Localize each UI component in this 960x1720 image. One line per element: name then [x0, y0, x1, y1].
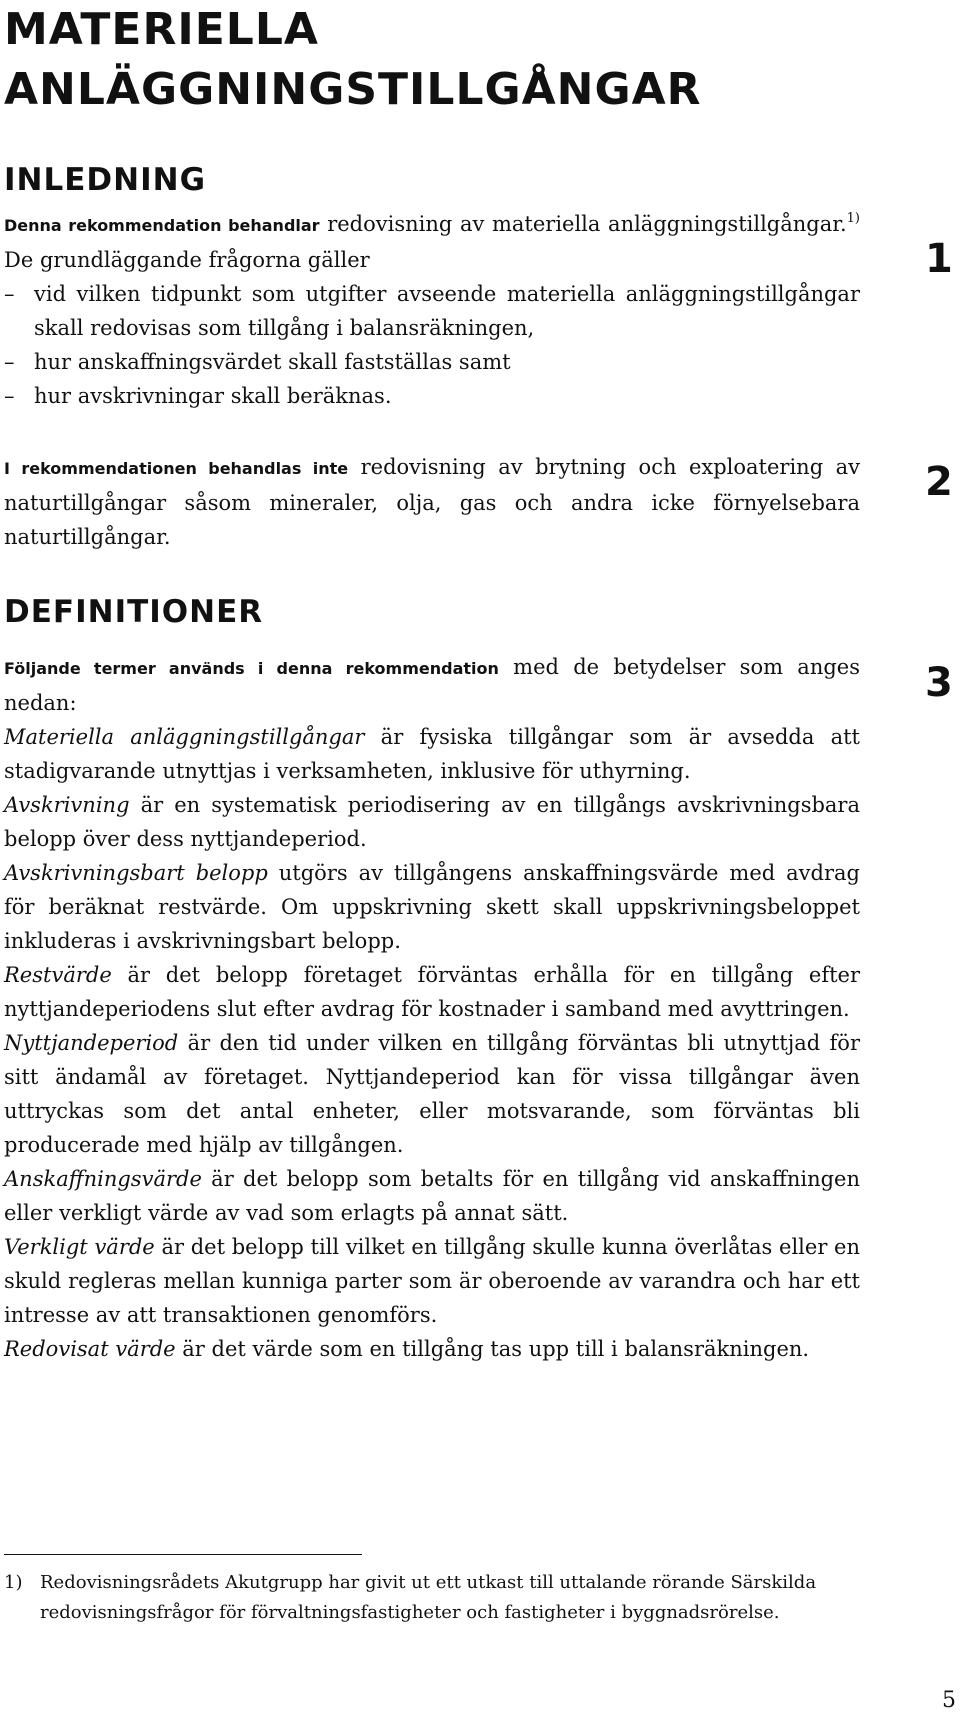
paragraph-3: [4, 650, 860, 720]
definition-text: är den tid under vilken en tillgång förväntas bli utnyttjad för sitt ändamål av företaget. Nyttjandeperiod kan för vissa tillgångar även uttryckas som det antal enheter, eller motsvarande, som förväntas bli producerade med hjälp av tillgången.: [4, 1031, 860, 1157]
definition-text: är det belopp företaget förväntas erhålla för en tillgång efter nyttjandeperiodens slut efter avdrag för kostnader i samband med avyttringen.: [4, 963, 860, 1021]
list-item: [4, 379, 860, 413]
paragraph-3-lead: Följande termer används i denna rekommendation: [4, 659, 499, 678]
dash-bullet: –: [4, 282, 15, 306]
title-line-2: ANLÄGGNINGSTILLGÅNGAR: [4, 64, 702, 115]
footnote-mark: 1): [4, 1572, 23, 1593]
title-line-1: MATERIELLA: [4, 4, 319, 55]
definition-term: Verkligt värde: [4, 1235, 155, 1259]
list-item: [4, 345, 860, 379]
margin-number-2: 2: [925, 459, 953, 505]
heading-inledning: INLEDNING: [4, 162, 207, 198]
page-number: 5: [942, 1688, 956, 1713]
definition-term: Anskaffningsvärde: [4, 1167, 202, 1191]
definition-term: Avskrivningsbart belopp: [4, 861, 268, 885]
paragraph-2: [4, 450, 860, 554]
definition-item: [4, 1026, 860, 1162]
definition-item: [4, 1162, 860, 1230]
definition-text: är det belopp till vilket en tillgång skulle kunna överlåtas eller en skuld regleras mellan kunniga parter som är oberoende av varandra och har ett intresse av att transaktionen genomförs.: [4, 1235, 861, 1327]
paragraph-2-lead: I rekommendationen behandlas inte: [4, 459, 349, 478]
footnote-ref: 1): [846, 211, 860, 226]
paragraph-1: [4, 207, 860, 413]
definition-term: Materiella anläggningstillgångar: [4, 725, 365, 749]
margin-number-1: 1: [925, 236, 953, 282]
definition-item: [4, 1230, 860, 1332]
margin-number-3: 3: [925, 660, 953, 706]
footnote-text: Redovisningsrådets Akutgrupp har givit ut ett utkast till uttalande rörande Särskilda redovisningsfrågor för förvaltningsfastigheter och fastigheter i byggnadsrörelse.: [40, 1572, 817, 1623]
paragraph-3-text: med de betydelser som anges nedan:: [4, 655, 860, 715]
paragraph-1-text-2: De grundläggande frågorna gäller: [4, 248, 370, 272]
paragraph-2-text: redovisning av brytning och exploatering av naturtillgångar såsom mineraler, olja, gas och andra icke förnyelsebara naturtillgångar.: [4, 455, 861, 549]
list-item-text: hur avskrivningar skall beräknas.: [34, 384, 392, 408]
definition-term: Avskrivning: [4, 793, 130, 817]
definition-term: Nyttjandeperiod: [4, 1031, 179, 1055]
definition-text: är det belopp som betalts för en tillgång vid anskaffningen eller verkligt värde av vad som erlagts på annat sätt.: [4, 1167, 860, 1225]
question-list: [4, 277, 860, 413]
footnote-divider: [4, 1554, 362, 1555]
definition-text: är en systematisk periodisering av en tillgångs avskrivningsbara belopp över dess nyttjandeperiod.: [4, 793, 860, 851]
list-item-text: vid vilken tidpunkt som utgifter avseende materiella anläggningstillgångar skall redovisas som tillgång i balansräkningen,: [34, 282, 860, 340]
definition-term: Restvärde: [4, 963, 112, 987]
paragraph-1-text: redovisning av materiella anläggningstillgångar.: [319, 212, 847, 236]
list-item-text: hur anskaffningsvärdet skall fastställas samt: [34, 350, 511, 374]
footnote: [4, 1568, 864, 1628]
definitions-block: [4, 650, 860, 1366]
definition-text: är fysiska tillgångar som är avsedda att stadigvarande utnyttjas i verksamheten, inklusive för uthyrning.: [4, 725, 860, 783]
definition-text: är det värde som en tillgång tas upp till i balansräkningen.: [175, 1337, 810, 1361]
dash-bullet: –: [4, 384, 15, 408]
definition-term: Redovisat värde: [4, 1337, 176, 1361]
heading-definitioner: DEFINITIONER: [4, 594, 264, 630]
list-item: [4, 277, 860, 345]
definition-item: [4, 788, 860, 856]
page-title: [4, 0, 904, 120]
dash-bullet: –: [4, 350, 15, 374]
definition-item: [4, 958, 860, 1026]
definition-item: [4, 1332, 860, 1366]
definition-text: utgörs av tillgångens anskaffningsvärde med avdrag för beräknat restvärde. Om uppskrivning skett skall uppskrivningsbeloppet inkluderas i avskrivningsbart belopp.: [4, 861, 860, 953]
paragraph-1-lead: Denna rekommendation behandlar: [4, 216, 320, 235]
definition-item: [4, 720, 860, 788]
definition-item: [4, 856, 860, 958]
